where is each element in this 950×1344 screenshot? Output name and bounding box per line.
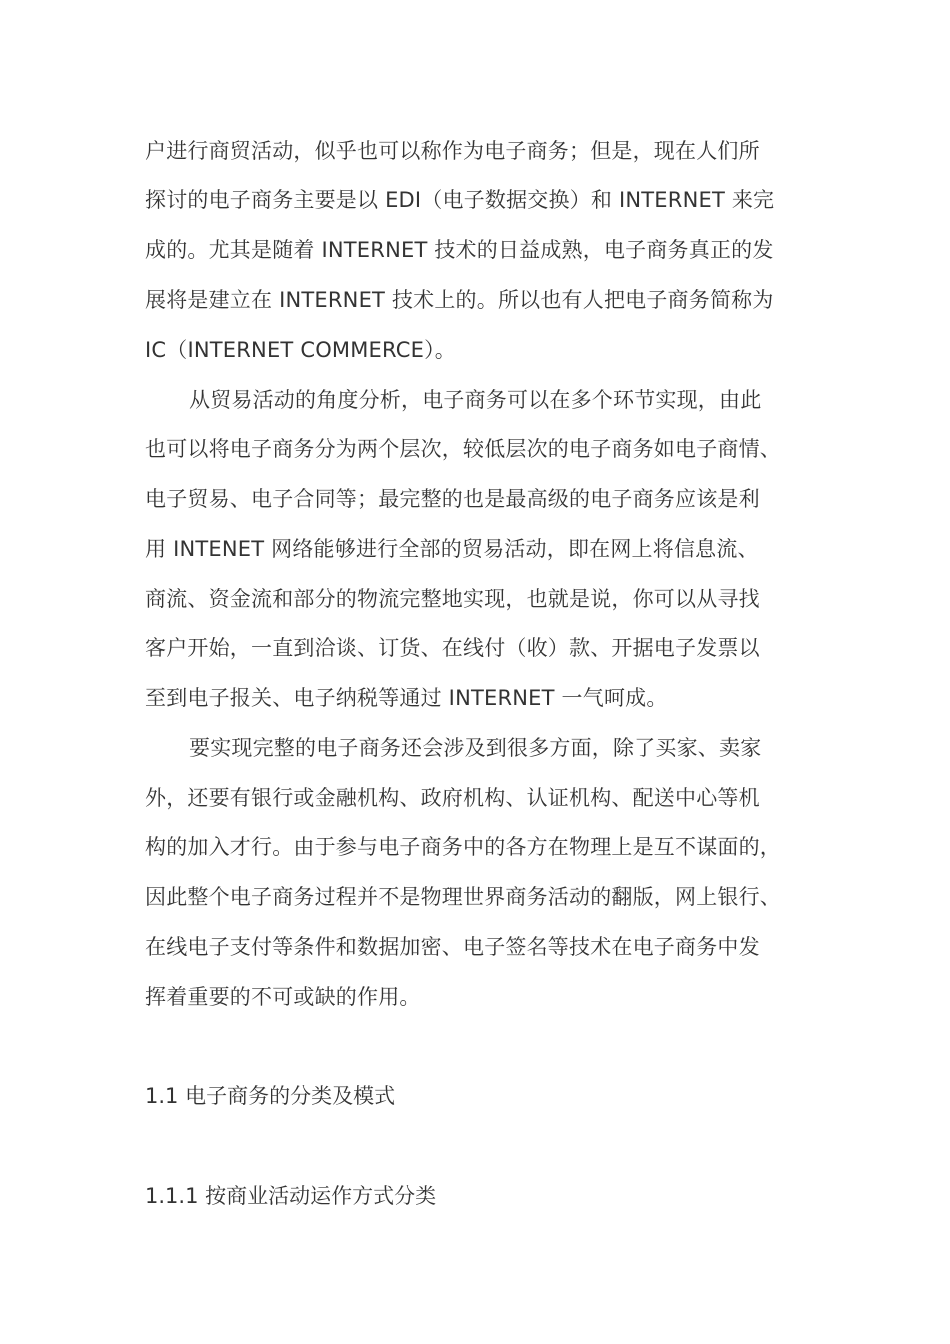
- paragraph-line: 因此整个电子商务过程并不是物理世界商务活动的翻版，网上银行、: [145, 885, 781, 909]
- paragraph-line: 客户开始，一直到洽谈、订货、在线付（收）款、开据电子发票以: [145, 636, 760, 660]
- paragraph-line: 电子贸易、电子合同等；最完整的也是最高级的电子商务应该是利: [145, 487, 760, 511]
- paragraph-line: 构的加入才行。由于参与电子商务中的各方在物理上是互不谋面的，: [145, 835, 781, 859]
- section-heading: 1.1 电子商务的分类及模式: [145, 1084, 396, 1108]
- paragraph-line: 商流、资金流和部分的物流完整地实现，也就是说，你可以从寻找: [145, 587, 760, 611]
- paragraph-line: 户进行商贸活动，似乎也可以称作为电子商务；但是，现在人们所: [145, 139, 760, 163]
- paragraph-line: 成的。尤其是随着 INTERNET 技术的日益成熟，电子商务真正的发: [145, 238, 774, 262]
- subsection-heading: 1.1.1 按商业活动运作方式分类: [145, 1184, 437, 1208]
- paragraph-line: 挥着重要的不可或缺的作用。: [145, 985, 421, 1009]
- paragraph-line: 在线电子支付等条件和数据加密、电子签名等技术在电子商务中发: [145, 935, 760, 959]
- paragraph-line: 探讨的电子商务主要是以 EDI（电子数据交换）和 INTERNET 来完: [145, 188, 775, 212]
- paragraph-line: 至到电子报关、电子纳税等通过 INTERNET 一气呵成。: [145, 686, 668, 710]
- paragraph-line: 从贸易活动的角度分析，电子商务可以在多个环节实现，由此: [189, 388, 762, 412]
- paragraph-line: 要实现完整的电子商务还会涉及到很多方面，除了买家、卖家: [189, 736, 762, 760]
- paragraph-line: 外，还要有银行或金融机构、政府机构、认证机构、配送中心等机: [145, 786, 760, 810]
- paragraph-line: 展将是建立在 INTERNET 技术上的。所以也有人把电子商务简称为: [145, 288, 774, 312]
- paragraph-line: 也可以将电子商务分为两个层次，较低层次的电子商务如电子商情、: [145, 437, 781, 461]
- paragraph-line: 用 INTENET 网络能够进行全部的贸易活动，即在网上将信息流、: [145, 537, 759, 561]
- paragraph-line: IC（INTERNET COMMERCE）。: [145, 338, 457, 362]
